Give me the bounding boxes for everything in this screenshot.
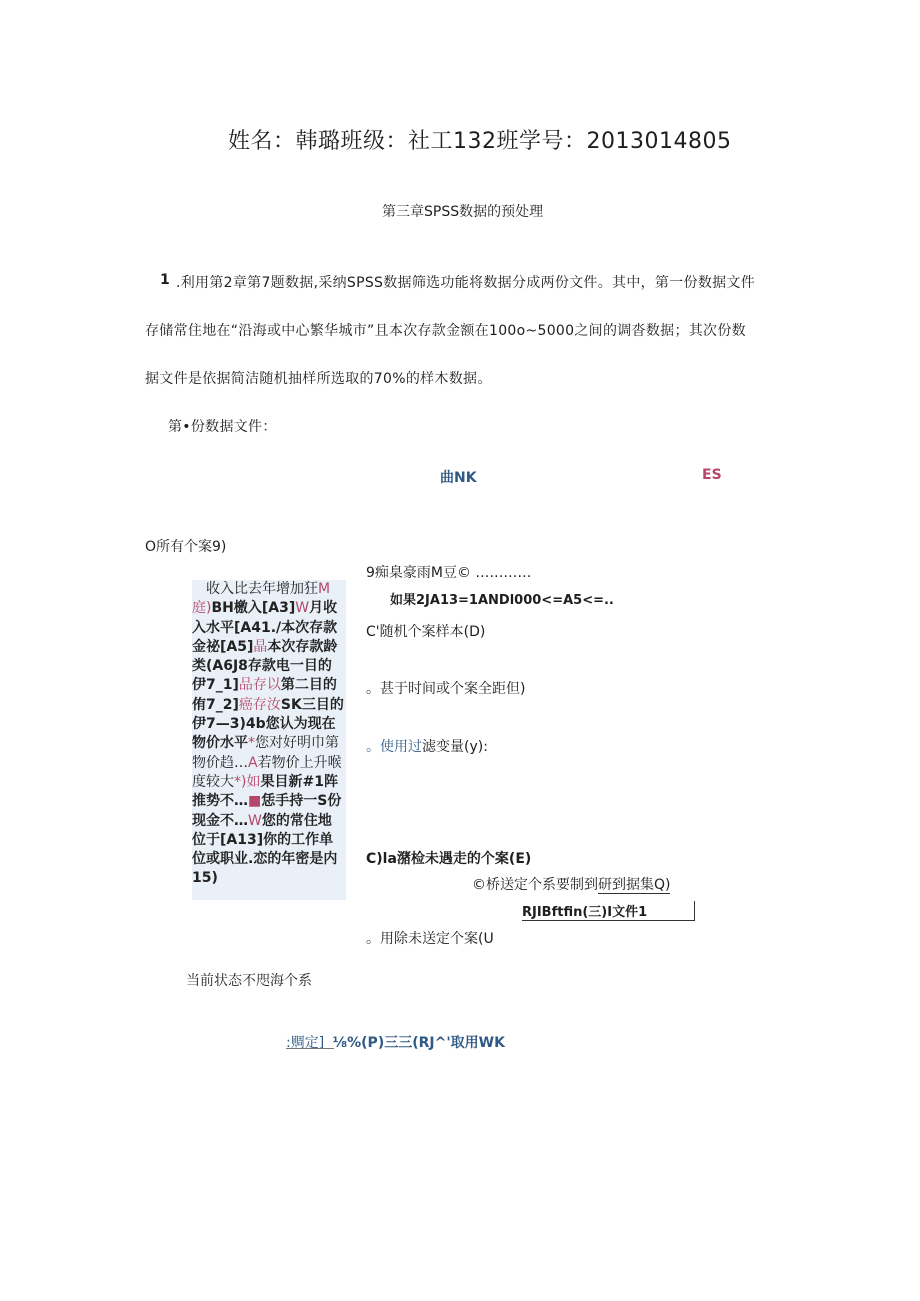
variable-fragment: *)如	[234, 773, 261, 790]
first-file-label: 第•份数据文件：	[168, 419, 277, 435]
time-range-option[interactable]: 。甚于时间或个案全距但)	[366, 681, 526, 697]
copy-option-underlined: 研到据集Q)	[598, 877, 671, 893]
variable-fragment: 果目新#1阵推势不…	[192, 773, 338, 810]
copy-option-label: ©桥送定个系要制到	[472, 877, 598, 893]
variable-fragment: 恁手持一S份现金不…	[192, 793, 342, 829]
delete-unselected-option[interactable]: 。用除未送定个案(U	[366, 931, 494, 947]
question-line-3: 据文件是依据简洁随机抽样所选取的70%的样木数据。	[145, 371, 492, 387]
variable-fragment: 收入比去年增加狂	[206, 581, 318, 597]
variable-fragment: 第二目的侑7_2]	[192, 677, 337, 713]
variable-fragment: 月收入水平[A41./本次存款金祕[A5]	[192, 600, 338, 655]
variable-fragment: ■	[248, 793, 262, 810]
copy-to-dataset-option[interactable]	[472, 874, 670, 894]
output-label: C)la潴检未遇走的个案(E)	[366, 851, 532, 867]
variable-fragment: 若物价上升喉度较大	[192, 754, 342, 790]
random-sample-option[interactable]: C'随机个案样本(D)	[366, 624, 486, 640]
filter-variable-option[interactable]	[366, 736, 488, 756]
variable-fragment: 品存以	[238, 677, 281, 694]
variable-fragment: W	[248, 812, 262, 829]
question-line-1: .利用第2章第7题数据,采纳SPSS数据筛选功能将数据分成两份文件。其中，第一份数据文件	[176, 275, 756, 291]
chapter-title: 第三章SPSS数据的预处理	[382, 204, 544, 220]
dataset-name-field[interactable]: RJIBftfin(三)I文件1	[522, 901, 695, 921]
variable-fragment: 本次存款龄类(A6J8存款电一目的伊7_1]	[192, 638, 338, 694]
ok-button[interactable]: :赒定]	[286, 1035, 325, 1051]
variable-fragment: 您的常住地位于[A13]你的工作单位或职业.恋的年密是内15)	[192, 812, 338, 887]
variable-fragment: SK三目的伊7—3)4b您认为现在物价水平	[192, 696, 344, 752]
variable-fragment: BH檄入[A3]	[211, 600, 296, 617]
all-cases-option[interactable]: O所有个案9)	[145, 539, 227, 555]
variable-list[interactable]	[192, 580, 344, 889]
variable-fragment: *	[248, 735, 255, 752]
filter-variable-prefix: 。使用过	[366, 739, 422, 755]
other-buttons[interactable]: ⅛%(P)三三(RJ^'取用WK	[332, 1035, 505, 1051]
variable-fragment: M庭)	[192, 581, 331, 617]
status-text: 当前状态不咫海个系	[186, 973, 312, 989]
variable-fragment: 癌存汝	[238, 696, 281, 713]
if-condition-option[interactable]: 9痴臬豪雨M豆© …………	[366, 565, 532, 581]
variable-fragment: W	[295, 600, 310, 617]
filter-variable-label: 滤变量(y):	[422, 739, 488, 755]
dialog-header-right: ES	[702, 467, 722, 483]
if-condition-expression: 如果2JA13=1ANDl000<=A5<=..	[390, 593, 614, 608]
variable-fragment: A	[248, 754, 258, 771]
variable-fragment: 您对好明巾第物价趋…	[192, 735, 339, 771]
ok-button-underline	[286, 1048, 334, 1049]
dialog-header-left: 曲NK	[440, 470, 477, 486]
dialog-buttons-row[interactable]	[286, 1032, 505, 1052]
question-line-2: 存储常住地在“沿海或中心繁华城市”且本次存款金额在100o~5000之间的调沓数据；其次份数	[145, 323, 746, 339]
page-title: 姓名：韩璐班级：社工132班学号：2013014805	[228, 129, 732, 154]
question-number: 1	[160, 272, 171, 288]
variable-fragment: 晶	[253, 638, 268, 655]
